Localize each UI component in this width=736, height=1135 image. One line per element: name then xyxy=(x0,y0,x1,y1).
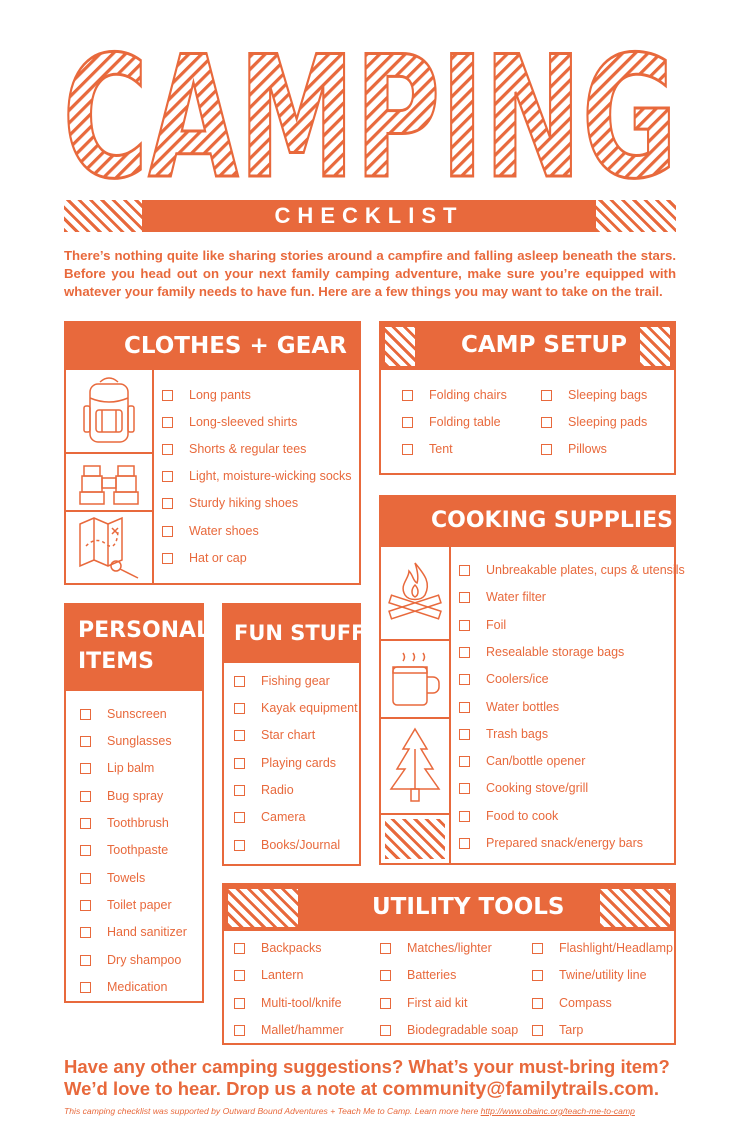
checkbox[interactable] xyxy=(234,758,245,769)
campfire-icon xyxy=(385,557,445,623)
cooking-supplies-header xyxy=(381,497,674,547)
list-item[interactable] xyxy=(162,496,298,510)
checkbox[interactable] xyxy=(162,498,173,509)
item-label: Sunglasses xyxy=(107,734,172,748)
list-item[interactable] xyxy=(459,754,585,768)
decorative-stripes xyxy=(385,819,445,859)
item-label: Long-sleeved shirts xyxy=(189,415,298,429)
list-item[interactable] xyxy=(80,761,154,775)
checkbox[interactable] xyxy=(234,703,245,714)
checkbox[interactable] xyxy=(459,647,470,658)
checkbox[interactable] xyxy=(80,927,91,938)
item-label: Camera xyxy=(261,810,306,824)
list-item[interactable] xyxy=(459,836,643,850)
checkbox[interactable] xyxy=(459,756,470,767)
checkbox[interactable] xyxy=(80,955,91,966)
list-item[interactable] xyxy=(80,734,172,748)
checkbox[interactable] xyxy=(234,785,245,796)
credit-text: This camping checklist was supported by Outward Bound Adventures + Teach Me to Camp. Learn more here xyxy=(64,1106,481,1116)
list-item[interactable] xyxy=(162,551,247,565)
banner-stripes-right xyxy=(596,200,676,232)
header-stripes-left xyxy=(228,889,298,927)
list-item[interactable] xyxy=(532,968,647,982)
item-label: Toilet paper xyxy=(107,898,172,912)
list-item[interactable] xyxy=(162,469,352,483)
checkbox[interactable] xyxy=(402,444,413,455)
clothes-gear-section xyxy=(64,321,361,585)
list-item[interactable] xyxy=(234,756,336,770)
checkbox[interactable] xyxy=(541,417,552,428)
checkbox[interactable] xyxy=(234,676,245,687)
list-item[interactable] xyxy=(234,1023,344,1037)
checkbox[interactable] xyxy=(459,702,470,713)
header-stripes-left xyxy=(385,327,415,366)
item-label: Light, moisture-wicking socks xyxy=(189,469,352,483)
item-label: Food to cook xyxy=(486,809,559,823)
list-item[interactable] xyxy=(459,618,506,632)
item-label: Cooking stove/grill xyxy=(486,781,589,795)
item-label: Lantern xyxy=(261,968,304,982)
checkbox[interactable] xyxy=(162,526,173,537)
utility-tools-title: UTILITY TOOLS xyxy=(372,894,565,920)
list-item[interactable] xyxy=(162,415,297,429)
item-label: Long pants xyxy=(189,388,251,402)
list-item[interactable] xyxy=(532,1023,583,1037)
item-label: Twine/utility line xyxy=(559,968,647,982)
cooking-icon-column xyxy=(381,547,451,863)
list-item[interactable] xyxy=(162,524,259,538)
list-item[interactable] xyxy=(541,415,647,429)
checkbox[interactable] xyxy=(532,1025,543,1036)
header-stripes-right xyxy=(600,889,670,927)
item-label: Sleeping bags xyxy=(568,388,648,402)
camping-title xyxy=(60,28,680,188)
checkbox[interactable] xyxy=(234,943,245,954)
list-item[interactable] xyxy=(234,996,342,1010)
checkbox[interactable] xyxy=(541,444,552,455)
checkbox[interactable] xyxy=(541,390,552,401)
list-item[interactable] xyxy=(234,810,305,824)
list-item[interactable] xyxy=(234,941,321,955)
checkbox[interactable] xyxy=(459,729,470,740)
checkbox[interactable] xyxy=(234,730,245,741)
checkbox[interactable] xyxy=(380,970,391,981)
map-icon xyxy=(76,516,142,580)
banner-stripes-left xyxy=(64,200,142,232)
item-label: Books/Journal xyxy=(261,838,341,852)
checkbox[interactable] xyxy=(162,471,173,482)
checkbox[interactable] xyxy=(80,763,91,774)
item-label: Water filter xyxy=(486,590,546,604)
item-label: Bug spray xyxy=(107,789,164,803)
item-label: Mallet/hammer xyxy=(261,1023,344,1037)
item-label: Batteries xyxy=(407,968,457,982)
footer-credit xyxy=(64,1106,684,1116)
backpack-icon xyxy=(80,376,138,446)
checkbox[interactable] xyxy=(532,998,543,1009)
camp-setup-section xyxy=(379,321,676,475)
checkbox[interactable] xyxy=(234,1025,245,1036)
item-label: Trash bags xyxy=(486,727,549,741)
list-item[interactable] xyxy=(234,968,303,982)
item-label: Toothbrush xyxy=(107,816,169,830)
item-label: Multi-tool/knife xyxy=(261,996,342,1010)
list-item[interactable] xyxy=(162,442,306,456)
personal-items-title-line1: PERSONAL xyxy=(78,618,211,643)
list-item[interactable] xyxy=(80,789,163,803)
item-label: Playing cards xyxy=(261,756,337,770)
list-item[interactable] xyxy=(234,674,330,688)
list-item[interactable] xyxy=(380,996,467,1010)
checkbox[interactable] xyxy=(402,390,413,401)
checkbox[interactable] xyxy=(459,592,470,603)
item-label: Compass xyxy=(559,996,612,1010)
list-item[interactable] xyxy=(402,442,453,456)
clothes-gear-header xyxy=(66,323,359,370)
checkbox[interactable] xyxy=(80,791,91,802)
item-label: Can/bottle opener xyxy=(486,754,586,768)
list-item[interactable] xyxy=(234,838,340,852)
list-item[interactable] xyxy=(380,968,456,982)
item-label: Backpacks xyxy=(261,941,322,955)
credit-link[interactable]: http://www.obainc.org/teach-me-to-camp xyxy=(480,1106,635,1116)
item-label: Water bottles xyxy=(486,700,560,714)
header-stripes-right xyxy=(640,327,670,366)
checkbox[interactable] xyxy=(459,783,470,794)
list-item[interactable] xyxy=(402,388,507,402)
footer-note-suffix: . xyxy=(653,1078,659,1099)
item-label: Sturdy hiking shoes xyxy=(189,496,299,510)
list-item[interactable] xyxy=(80,925,187,939)
item-label: Resealable storage bags xyxy=(486,645,625,659)
subtitle-text: CHECKLIST xyxy=(274,203,464,228)
item-label: Tent xyxy=(429,442,453,456)
cooking-supplies-section xyxy=(379,495,685,865)
item-label: Dry shampoo xyxy=(107,953,182,967)
list-item[interactable] xyxy=(459,563,685,577)
checkbox[interactable] xyxy=(80,818,91,829)
personal-items-header xyxy=(66,605,211,691)
list-item[interactable] xyxy=(80,843,168,857)
list-item[interactable] xyxy=(234,728,315,742)
list-item[interactable] xyxy=(541,442,607,456)
personal-items-title-line2: ITEMS xyxy=(78,649,154,674)
list-item[interactable] xyxy=(402,415,501,429)
list-item[interactable] xyxy=(234,701,358,715)
intro-paragraph: There’s nothing quite like sharing stories around a campfire and falling asleep beneath the stars. Before you head out on your next family camping adventure, make sure you’re equipped with whatever your family needs to have fun. Here are a few things you may want to take on the trail. xyxy=(64,248,676,299)
item-label: Biodegradable soap xyxy=(407,1023,519,1037)
cooking-supplies-title: COOKING SUPPLIES xyxy=(431,508,673,533)
item-label: Tarp xyxy=(559,1023,584,1037)
icon-divider xyxy=(381,717,449,719)
footer-note-prefix: We’d love to hear. Drop us a note at xyxy=(64,1078,383,1099)
list-item[interactable] xyxy=(459,809,558,823)
title-text: CAMPING xyxy=(62,28,678,188)
checkbox[interactable] xyxy=(234,840,245,851)
checkbox[interactable] xyxy=(402,417,413,428)
item-label: Sunscreen xyxy=(107,707,167,721)
list-item[interactable] xyxy=(459,700,559,714)
checkbox[interactable] xyxy=(80,873,91,884)
mug-icon xyxy=(387,649,443,709)
fun-stuff-section xyxy=(222,603,366,866)
checkbox[interactable] xyxy=(380,943,391,954)
item-label: Sleeping pads xyxy=(568,415,648,429)
contact-email-link[interactable]: community@familytrails.com xyxy=(382,1078,654,1100)
list-item[interactable] xyxy=(234,783,294,797)
list-item[interactable] xyxy=(162,388,251,402)
subtitle-banner xyxy=(142,200,596,232)
icon-divider xyxy=(381,639,449,641)
item-label: Folding chairs xyxy=(429,388,507,402)
checkbox[interactable] xyxy=(162,417,173,428)
list-item[interactable] xyxy=(80,871,145,885)
item-label: Shorts & regular tees xyxy=(189,442,307,456)
item-label: Pillows xyxy=(568,442,607,456)
clothes-gear-title: CLOTHES + GEAR xyxy=(124,333,347,359)
list-item[interactable] xyxy=(459,645,624,659)
item-label: Fishing gear xyxy=(261,674,330,688)
item-label: Toothpaste xyxy=(107,843,169,857)
checkbox[interactable] xyxy=(459,620,470,631)
item-label: Star chart xyxy=(261,728,316,742)
icon-divider xyxy=(66,452,152,454)
item-label: Foil xyxy=(486,618,507,632)
list-item[interactable] xyxy=(80,898,172,912)
footer-message xyxy=(64,1056,684,1100)
icon-divider xyxy=(381,813,449,815)
item-label: Towels xyxy=(107,871,146,885)
binoculars-icon xyxy=(78,462,140,508)
item-label: Flashlight/Headlamp xyxy=(559,941,673,955)
item-label: Hand sanitizer xyxy=(107,925,187,939)
item-label: Water shoes xyxy=(189,524,259,538)
list-item[interactable] xyxy=(380,941,492,955)
item-label: Matches/lighter xyxy=(407,941,492,955)
item-label: Prepared snack/energy bars xyxy=(486,836,644,850)
list-item[interactable] xyxy=(532,996,612,1010)
utility-tools-section xyxy=(222,883,676,1045)
checkbox[interactable] xyxy=(380,998,391,1009)
list-item[interactable] xyxy=(380,1023,518,1037)
list-item[interactable] xyxy=(459,672,549,686)
checkbox[interactable] xyxy=(234,998,245,1009)
icon-divider xyxy=(66,510,152,512)
list-item[interactable] xyxy=(459,781,588,795)
checkbox[interactable] xyxy=(80,736,91,747)
item-label: Kayak equipment xyxy=(261,701,358,715)
list-item[interactable] xyxy=(80,980,167,994)
item-label: Radio xyxy=(261,783,294,797)
checkbox[interactable] xyxy=(459,674,470,685)
checkbox[interactable] xyxy=(459,838,470,849)
item-label: First aid kit xyxy=(407,996,468,1010)
checkbox[interactable] xyxy=(162,444,173,455)
checkbox[interactable] xyxy=(234,812,245,823)
checkbox[interactable] xyxy=(459,811,470,822)
item-label: Lip balm xyxy=(107,761,155,775)
checkbox[interactable] xyxy=(162,553,173,564)
list-item[interactable] xyxy=(459,727,548,741)
checkbox[interactable] xyxy=(80,845,91,856)
camp-setup-header xyxy=(381,323,674,370)
footer-question: Have any other camping suggestions? What’s your must-bring item? xyxy=(64,1056,670,1077)
list-item[interactable] xyxy=(541,388,647,402)
list-item[interactable] xyxy=(532,941,673,955)
fun-stuff-title: FUN STUFF xyxy=(234,621,366,645)
checkbox[interactable] xyxy=(80,709,91,720)
checkbox[interactable] xyxy=(234,970,245,981)
personal-items-section xyxy=(64,603,211,1003)
checkbox[interactable] xyxy=(162,390,173,401)
list-item[interactable] xyxy=(459,590,546,604)
item-label: Folding table xyxy=(429,415,501,429)
item-label: Coolers/ice xyxy=(486,672,549,686)
item-label: Unbreakable plates, cups & utensils xyxy=(486,563,685,577)
checkbox[interactable] xyxy=(80,900,91,911)
list-item[interactable] xyxy=(80,707,167,721)
camp-setup-title: CAMP SETUP xyxy=(461,332,627,358)
checkbox[interactable] xyxy=(380,1025,391,1036)
checkbox[interactable] xyxy=(80,982,91,993)
clothes-gear-icon-column xyxy=(66,370,154,583)
fun-stuff-header xyxy=(224,605,366,663)
list-item[interactable] xyxy=(80,953,181,967)
utility-tools-header xyxy=(224,885,674,931)
list-item[interactable] xyxy=(80,816,169,830)
footer-note xyxy=(64,1078,684,1100)
checkbox[interactable] xyxy=(532,943,543,954)
item-label: Hat or cap xyxy=(189,551,247,565)
pine-tree-icon xyxy=(387,727,443,807)
checkbox[interactable] xyxy=(532,970,543,981)
item-label: Medication xyxy=(107,980,168,994)
checkbox[interactable] xyxy=(459,565,470,576)
